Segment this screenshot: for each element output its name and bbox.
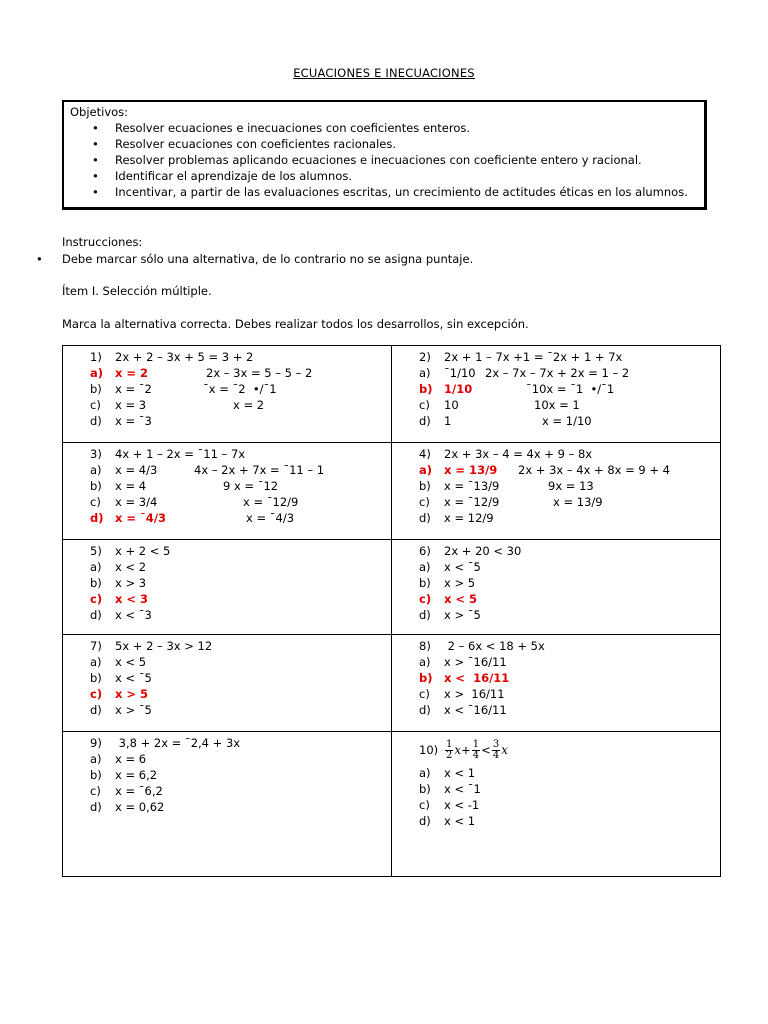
question-stem: 5) x + 2 < 5 — [90, 544, 171, 558]
answer-option[interactable] — [90, 799, 391, 815]
objectives-heading: Objetivos: — [70, 105, 129, 119]
answer-option[interactable] — [419, 765, 721, 781]
option-text: ¯1/10 — [444, 366, 476, 380]
answer-option[interactable] — [419, 365, 721, 381]
option-label: c) — [419, 687, 430, 701]
option-label: b) — [419, 576, 431, 590]
option-label: c) — [90, 398, 101, 412]
option-label: a) — [90, 366, 104, 380]
option-label: d) — [419, 703, 431, 717]
option-label: c) — [90, 784, 101, 798]
question-stem: 4) 2x + 3x – 4 = 4x + 9 – 8x — [419, 447, 593, 461]
option-text: x < 5 — [115, 655, 147, 669]
work-step: 2x + 3x – 4x + 8x = 9 + 4 — [518, 463, 670, 477]
fraction: $\frac{3}{4}$ — [492, 739, 500, 761]
answer-option[interactable] — [90, 365, 391, 381]
option-label: d) — [90, 703, 102, 717]
option-label: c) — [419, 495, 430, 509]
work-step: 4x – 2x + 7x = ¯11 – 1 — [194, 463, 325, 477]
option-label: a) — [90, 752, 102, 766]
work-step: 2x – 7x – 7x + 2x = 1 – 2 — [485, 366, 630, 380]
question-stem: 7) 5x + 2 – 3x > 12 — [90, 639, 213, 653]
option-text: x = 3/4 — [115, 495, 158, 509]
answer-option[interactable] — [90, 591, 391, 607]
option-label: d) — [90, 800, 102, 814]
option-label: b) — [419, 479, 431, 493]
option-label: c) — [90, 687, 103, 701]
objective-item: • Incentivar, a partir de las evaluaciones escritas, un crecimiento de actitudes éticas en los alumnos. — [92, 185, 688, 199]
option-text: x = ¯6,2 — [115, 784, 163, 798]
answer-option[interactable] — [90, 575, 391, 591]
option-label: d) — [419, 511, 431, 525]
option-label: a) — [419, 560, 431, 574]
option-text: x = ¯12/9 — [444, 495, 500, 509]
bullet-icon: • — [36, 252, 43, 266]
answer-option[interactable] — [90, 462, 391, 478]
option-text: x < ¯5 — [115, 671, 152, 685]
answer-option[interactable] — [419, 813, 721, 829]
option-text: x > ¯5 — [444, 608, 481, 622]
objectives-box — [62, 100, 707, 210]
answer-option[interactable] — [419, 781, 721, 797]
option-label: b) — [90, 479, 102, 493]
answer-option[interactable] — [90, 702, 391, 718]
question-cell — [63, 732, 392, 876]
answer-option[interactable] — [90, 510, 391, 526]
option-label: d) — [90, 414, 102, 428]
answer-option[interactable] — [419, 478, 721, 494]
work-step: 9x = 13 — [548, 479, 594, 493]
question-cell — [392, 346, 721, 443]
option-text: x = 2 — [115, 366, 149, 380]
option-text: x > 16/11 — [444, 687, 505, 701]
option-text: x = ¯4/3 — [115, 511, 167, 525]
option-text: x = 4 — [115, 479, 147, 493]
answer-option[interactable] — [90, 654, 391, 670]
answer-option[interactable] — [419, 686, 721, 702]
option-text: 1 — [444, 414, 452, 428]
option-text: x < ¯5 — [444, 560, 481, 574]
option-text: x > ¯16/11 — [444, 655, 507, 669]
answer-option[interactable] — [90, 670, 391, 686]
option-text: x < 2 — [115, 560, 147, 574]
option-text: x < ¯3 — [115, 608, 152, 622]
objective-item: • Identificar el aprendizaje de los alumnos. — [92, 169, 352, 183]
option-label: a) — [90, 463, 102, 477]
option-text: x < 3 — [115, 592, 149, 606]
answer-option[interactable] — [90, 607, 391, 623]
work-step: x = ¯4/3 — [246, 511, 295, 525]
option-label: d) — [419, 608, 431, 622]
bullet-icon: • — [92, 137, 99, 151]
question-cell — [392, 540, 721, 635]
option-text: x = 4/3 — [115, 463, 158, 477]
question-cell — [63, 540, 392, 635]
answer-option[interactable] — [419, 462, 721, 478]
answer-option[interactable] — [90, 751, 391, 767]
work-step: 2x – 3x = 5 – 5 – 2 — [206, 366, 313, 380]
answer-option[interactable] — [90, 559, 391, 575]
answer-option[interactable] — [419, 510, 721, 526]
option-text: x = 0,62 — [115, 800, 165, 814]
option-label: b) — [90, 576, 102, 590]
option-label: d) — [90, 511, 104, 525]
option-label: c) — [419, 592, 432, 606]
option-label: a) — [90, 655, 102, 669]
answer-option[interactable] — [419, 654, 721, 670]
fraction: $\frac{1}{2}$ — [446, 739, 453, 761]
option-label: b) — [419, 382, 433, 396]
bullet-icon: • — [92, 169, 99, 183]
option-text: 10 — [444, 398, 459, 412]
option-label: b) — [419, 782, 431, 796]
work-step: x = ¯12/9 — [243, 495, 299, 509]
question-stem: 2) 2x + 1 – 7x +1 = ¯2x + 1 + 7x — [419, 350, 623, 364]
bullet-icon: • — [92, 153, 99, 167]
option-label: c) — [419, 398, 430, 412]
work-step: x = 2 — [233, 398, 265, 412]
option-text: x = 6 — [115, 752, 147, 766]
page-title: ECUACIONES E INECUACIONES — [293, 66, 475, 80]
question-cell — [63, 346, 392, 443]
question-cell — [392, 443, 721, 540]
answer-option[interactable] — [419, 670, 721, 686]
answer-option[interactable] — [419, 591, 721, 607]
option-label: d) — [419, 414, 431, 428]
directions-text: Marca la alternativa correcta. Debes realizar todos los desarrollos, sin excepción. — [62, 317, 529, 331]
answer-option[interactable] — [419, 575, 721, 591]
option-text: x = ¯3 — [115, 414, 152, 428]
option-text: x = 13/9 — [444, 463, 498, 477]
option-label: a) — [419, 366, 431, 380]
option-text: x < -1 — [444, 798, 480, 812]
bullet-icon: • — [92, 121, 99, 135]
option-text: x < 16/11 — [444, 671, 510, 685]
answer-option[interactable] — [90, 397, 391, 413]
option-text: x < 5 — [444, 592, 478, 606]
option-text: x < ¯16/11 — [444, 703, 507, 717]
questions-table — [62, 345, 721, 877]
option-label: b) — [90, 382, 102, 396]
option-text: x > ¯5 — [115, 703, 152, 717]
answer-option[interactable] — [90, 783, 391, 799]
question-cell — [392, 732, 721, 876]
option-label: c) — [90, 592, 103, 606]
option-text: x = ¯13/9 — [444, 479, 500, 493]
objective-item: • Resolver ecuaciones con coeficientes racionales. — [92, 137, 397, 151]
question-cell — [392, 635, 721, 732]
answer-option[interactable] — [419, 397, 721, 413]
option-label: a) — [419, 766, 431, 780]
option-text: x < ¯1 — [444, 782, 481, 796]
answer-option[interactable] — [419, 559, 721, 575]
answer-option[interactable] — [90, 381, 391, 397]
option-label: b) — [419, 671, 433, 685]
answer-option[interactable] — [90, 494, 391, 510]
option-text: 1/10 — [444, 382, 473, 396]
work-step: ¯10x = ¯1 •/¯1 — [526, 382, 615, 396]
section-heading: Ítem I. Selección múltiple. — [62, 284, 212, 298]
option-text: x > 3 — [115, 576, 147, 590]
work-step: ¯x = ¯2 •/¯1 — [203, 382, 277, 396]
answer-option[interactable] — [419, 494, 721, 510]
work-step: x = 1/10 — [542, 414, 592, 428]
answer-option[interactable] — [419, 607, 721, 623]
option-label: c) — [419, 798, 430, 812]
option-label: d) — [419, 814, 431, 828]
question-stem: 8) 2 – 6x < 18 + 5x — [419, 639, 545, 653]
fraction: $\frac{1}{4}$ — [472, 739, 480, 761]
work-step: 10x = 1 — [534, 398, 580, 412]
option-label: a) — [90, 560, 102, 574]
answer-option[interactable] — [90, 686, 391, 702]
instructions-heading: Instrucciones: — [62, 235, 143, 249]
question-stem: 1) 2x + 2 – 3x + 5 = 3 + 2 — [90, 350, 254, 364]
question-stem: 9) 3,8 + 2x = ¯2,4 + 3x — [90, 736, 241, 750]
option-text: x = ¯2 — [115, 382, 152, 396]
work-step: x = 13/9 — [553, 495, 603, 509]
option-label: c) — [90, 495, 101, 509]
option-label: b) — [90, 671, 102, 685]
instructions-item: • Debe marcar sólo una alternativa, de lo contrario no se asigna puntaje. — [36, 252, 474, 266]
answer-option[interactable] — [90, 767, 391, 783]
work-step: 9 x = ¯12 — [223, 479, 279, 493]
answer-option[interactable] — [419, 797, 721, 813]
answer-option[interactable] — [90, 478, 391, 494]
question-stem: 10) $\frac{1}{2}$ x+ $\frac{1}{4}$ < $\frac{3}{4}$ x — [419, 739, 508, 761]
answer-option[interactable] — [419, 381, 721, 397]
option-label: a) — [419, 463, 433, 477]
answer-option[interactable] — [419, 702, 721, 718]
objectives-list — [70, 120, 696, 200]
option-text: x > 5 — [115, 687, 149, 701]
answer-option[interactable] — [419, 413, 721, 429]
option-text: x < 1 — [444, 814, 476, 828]
option-text: x < 1 — [444, 766, 476, 780]
option-label: b) — [90, 768, 102, 782]
option-text: x = 3 — [115, 398, 147, 412]
option-label: d) — [90, 608, 102, 622]
objective-item: • Resolver problemas aplicando ecuaciones e inecuaciones con coeficiente entero y racional. — [92, 153, 642, 167]
question-cell — [63, 443, 392, 540]
bullet-icon: • — [92, 185, 99, 199]
question-stem: 3) 4x + 1 – 2x = ¯11 – 7x — [90, 447, 246, 461]
question-stem: 6) 2x + 20 < 30 — [419, 544, 522, 558]
question-cell — [63, 635, 392, 732]
option-text: x = 6,2 — [115, 768, 158, 782]
option-text: x = 12/9 — [444, 511, 494, 525]
answer-option[interactable] — [90, 413, 391, 429]
objective-item: • Resolver ecuaciones e inecuaciones con coeficientes enteros. — [92, 121, 471, 135]
option-text: x > 5 — [444, 576, 476, 590]
option-label: a) — [419, 655, 431, 669]
